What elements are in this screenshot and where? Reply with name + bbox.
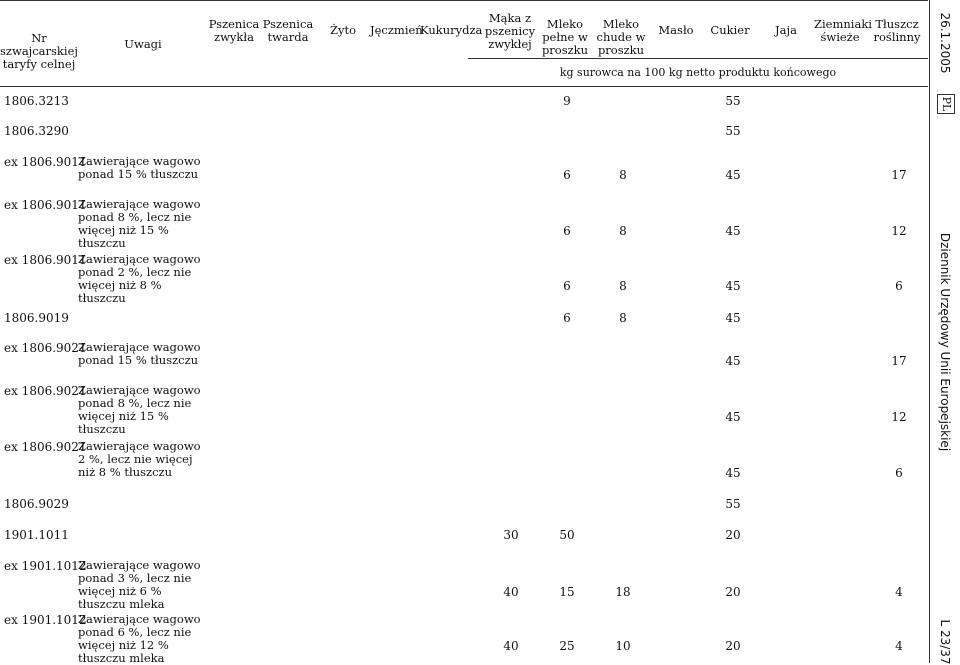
value-vegetable-fat: 12 [891,410,907,424]
table-header [0,0,928,88]
value-sugar: 45 [725,354,741,368]
value-wheat-flour: 40 [503,639,519,653]
tariff-code: ex 1806.9011 [4,253,87,267]
remark: Zawierające wagowo ponad 3 %, lecz nie więcej niż 6 % tłuszczu mleka [78,558,201,611]
col-common-wheat: Pszenica zwykła [208,17,260,44]
value-skim-milk: 8 [619,224,627,238]
remark: Zawierające wagowo ponad 8 %, lecz nie więcej niż 15 % tłuszczu [78,383,201,436]
header-mid-rule [468,58,928,59]
tariff-code: ex 1901.1012 [4,613,87,627]
col-remarks: Uwagi [124,37,162,51]
value-vegetable-fat: 4 [895,585,903,599]
col-maize: Kukurydza [420,23,483,37]
col-skim-milk-powder: Mleko chude w proszku [596,17,646,57]
tariff-code: 1806.9029 [4,497,69,511]
col-butter: Masło [658,23,694,37]
tariff-code: ex 1901.1012 [4,559,87,573]
value-wheat-flour: 30 [503,528,519,542]
value-whole-milk: 6 [563,279,571,293]
value-vegetable-fat: 12 [891,224,907,238]
journal-title: Dziennik Urzędowy Unii Europejskiej [938,232,952,452]
value-vegetable-fat: 17 [891,168,907,182]
value-skim-milk: 8 [619,279,627,293]
value-skim-milk: 8 [619,311,627,325]
value-sugar: 20 [725,639,741,653]
remark: Zawierające wagowo ponad 8 %, lecz nie więcej niż 15 % tłuszczu [78,197,201,250]
value-vegetable-fat: 4 [895,639,903,653]
page-reference: L 23/37 [938,619,952,665]
value-sugar: 45 [725,466,741,480]
publication-date: 26.1.2005 [938,12,952,74]
value-skim-milk: 10 [615,639,631,653]
tariff-code: 1806.3213 [4,94,69,108]
value-sugar: 45 [725,410,741,424]
remark: Zawierające wagowo ponad 2 %, lecz nie więcej niż 8 % tłuszczu [78,252,201,305]
col-durum-wheat: Pszenica twarda [262,17,314,44]
journal-side-band [929,0,960,663]
tariff-code: 1806.9019 [4,311,69,325]
value-skim-milk: 8 [619,168,627,182]
value-whole-milk: 15 [559,585,575,599]
tariff-code: 1806.3290 [4,124,69,138]
col-barley: Jęczmień [370,23,423,37]
value-sugar: 55 [725,124,741,138]
value-whole-milk: 6 [563,224,571,238]
col-fresh-potatoes: Ziemniaki świeże [814,17,872,44]
value-whole-milk: 25 [559,639,575,653]
value-whole-milk: 6 [563,311,571,325]
value-sugar: 55 [725,497,741,511]
value-vegetable-fat: 6 [895,466,903,480]
col-eggs: Jaja [775,23,797,37]
value-wheat-flour: 40 [503,585,519,599]
col-sugar: Cukier [710,23,750,37]
value-whole-milk: 6 [563,168,571,182]
value-sugar: 20 [725,528,741,542]
unit-subheader: kg surowca na 100 kg netto produktu końcowego [559,66,837,79]
col-rye: Żyto [329,23,357,37]
remark: Zawierające wagowo ponad 6 %, lecz nie więcej niż 12 % tłuszczu mleka [78,612,201,665]
tariff-code: ex 1806.9021 [4,384,87,398]
header-top-rule [0,0,928,1]
header-bottom-rule [0,86,928,87]
value-sugar: 45 [725,168,741,182]
value-sugar: 45 [725,311,741,325]
remark: Zawierające wagowo ponad 15 % tłuszczu [78,340,201,367]
value-whole-milk: 9 [563,94,571,108]
value-sugar: 45 [725,224,741,238]
value-skim-milk: 18 [615,585,631,599]
tariff-code: ex 1806.9011 [4,198,87,212]
col-whole-milk-powder: Mleko pełne w proszku [541,17,589,57]
tariff-code: ex 1806.9021 [4,440,87,454]
value-vegetable-fat: 6 [895,279,903,293]
col-wheat-flour: Mąka z pszenicy zwykłej [484,11,536,51]
value-whole-milk: 50 [559,528,575,542]
col-tariff-number: Nr szwajcarskiej taryfy celnej [0,31,78,71]
value-sugar: 45 [725,279,741,293]
tariff-code: ex 1806.9011 [4,155,87,169]
tariff-code: 1901.1011 [4,528,69,542]
value-vegetable-fat: 17 [891,354,907,368]
value-sugar: 55 [725,94,741,108]
tariff-code: ex 1806.9021 [4,341,87,355]
remark: Zawierające wagowo 2 %, lecz nie więcej niż 8 % tłuszczu [78,439,201,479]
remark: Zawierające wagowo ponad 15 % tłuszczu [78,154,201,181]
value-sugar: 20 [725,585,741,599]
language-badge: PL [937,94,955,114]
col-vegetable-fat: Tłuszcz roślinny [873,17,921,44]
